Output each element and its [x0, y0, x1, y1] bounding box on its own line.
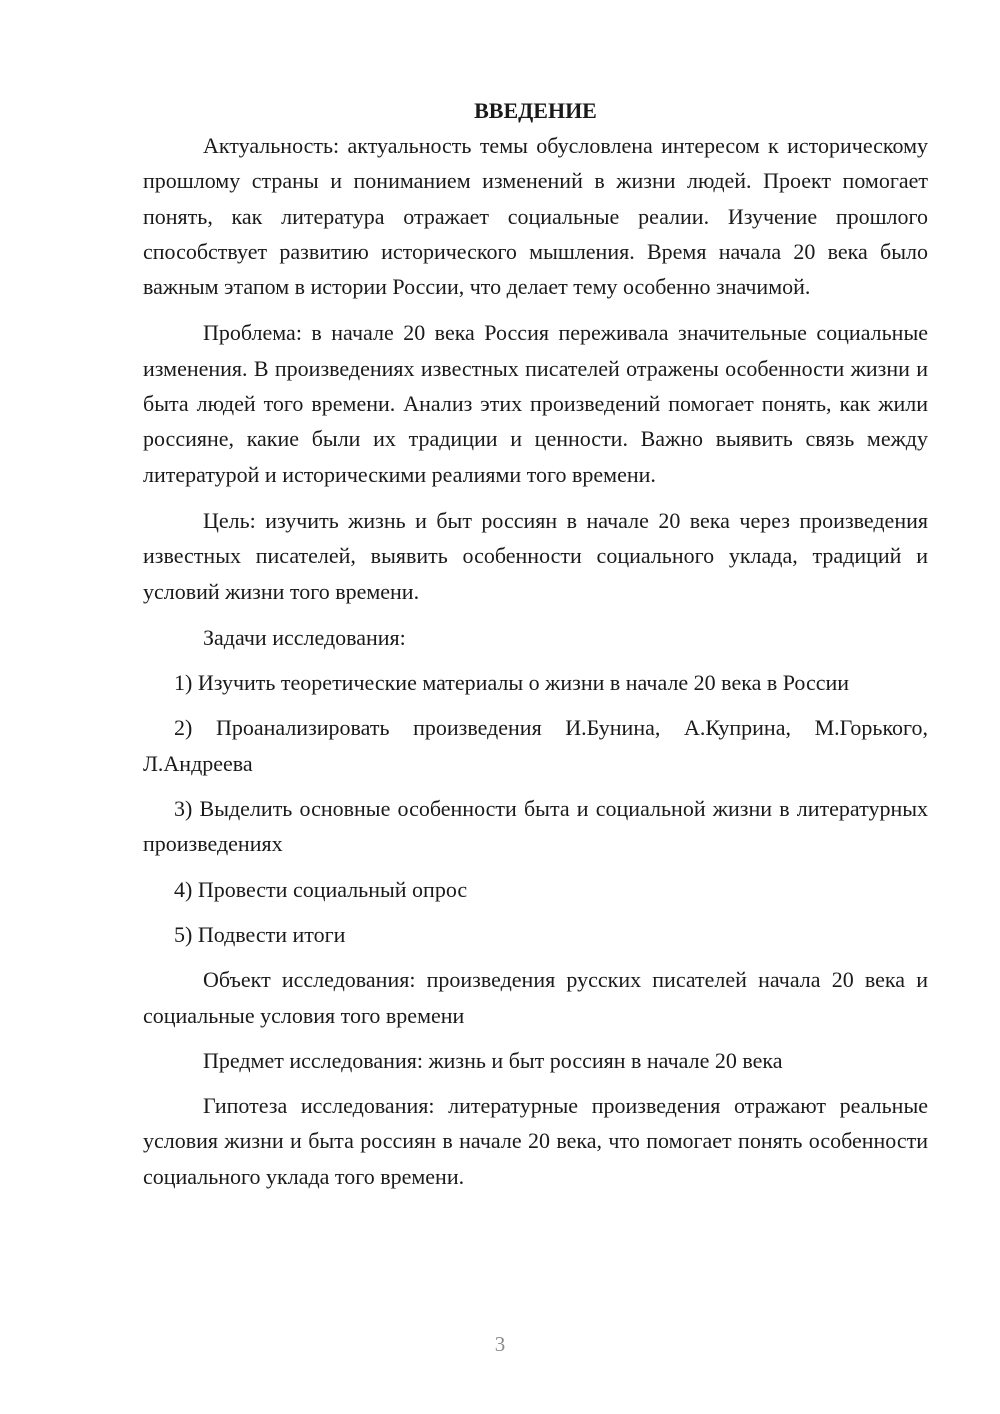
paragraph-tasks-heading: Задачи исследования: [203, 624, 406, 650]
paragraph-object: Объект исследования: произведения русских писателей начала 20 века и социальные условия того времени [143, 967, 928, 1028]
task-item-1: 1) Изучить теоретические материалы о жизни в начале 20 века в России [174, 670, 850, 696]
paragraph-problem: Проблема: в начале 20 века Россия переживала значительные социальные изменения. В произведениях известных писателей отражены особенности жизни и быта людей того времени. Анализ этих произведений помогает понять, как жили россияне, какие были их традиции и ценности. Важно выявить связь между литературой и историческими реалиями того времени. [143, 320, 928, 487]
document-page [143, 93, 928, 1194]
paragraph-hypothesis: Гипотеза исследования: литературные произведения отражают реальные условия жизни и быта россиян в начале 20 века, что помогает понять особенности социального уклада того времени. [143, 1093, 928, 1189]
task-item-4: 4) Провести социальный опрос [174, 876, 468, 902]
page-number: 3 [494, 1332, 506, 1356]
task-item-2: 2) Проанализировать произведения И.Бунина, А.Куприна, М.Горького, Л.Андреева [143, 715, 928, 776]
paragraph-relevance: Актуальность: актуальность темы обусловлена интересом к историческому прошлому страны и пониманием изменений в жизни людей. Проект помогает понять, как литература отражает социальные реалии. Изучение прошлого способствует развитию исторического мышления. Время начала 20 века было важным этапом в истории России, что делает тему особенно значимой. [143, 133, 928, 300]
paragraph-subject: Предмет исследования: жизнь и быт россиян в начале 20 века [203, 1047, 783, 1073]
task-item-5: 5) Подвести итоги [174, 921, 346, 947]
paragraph-goal: Цель: изучить жизнь и быт россиян в начале 20 века через произведения известных писателей, выявить особенности социального уклада, традиций и условий жизни того времени. [143, 507, 928, 604]
document-title: ВВЕДЕНИЕ [474, 98, 597, 123]
task-item-3: 3) Выделить основные особенности быта и социальной жизни в литературных произведениях [143, 796, 928, 857]
